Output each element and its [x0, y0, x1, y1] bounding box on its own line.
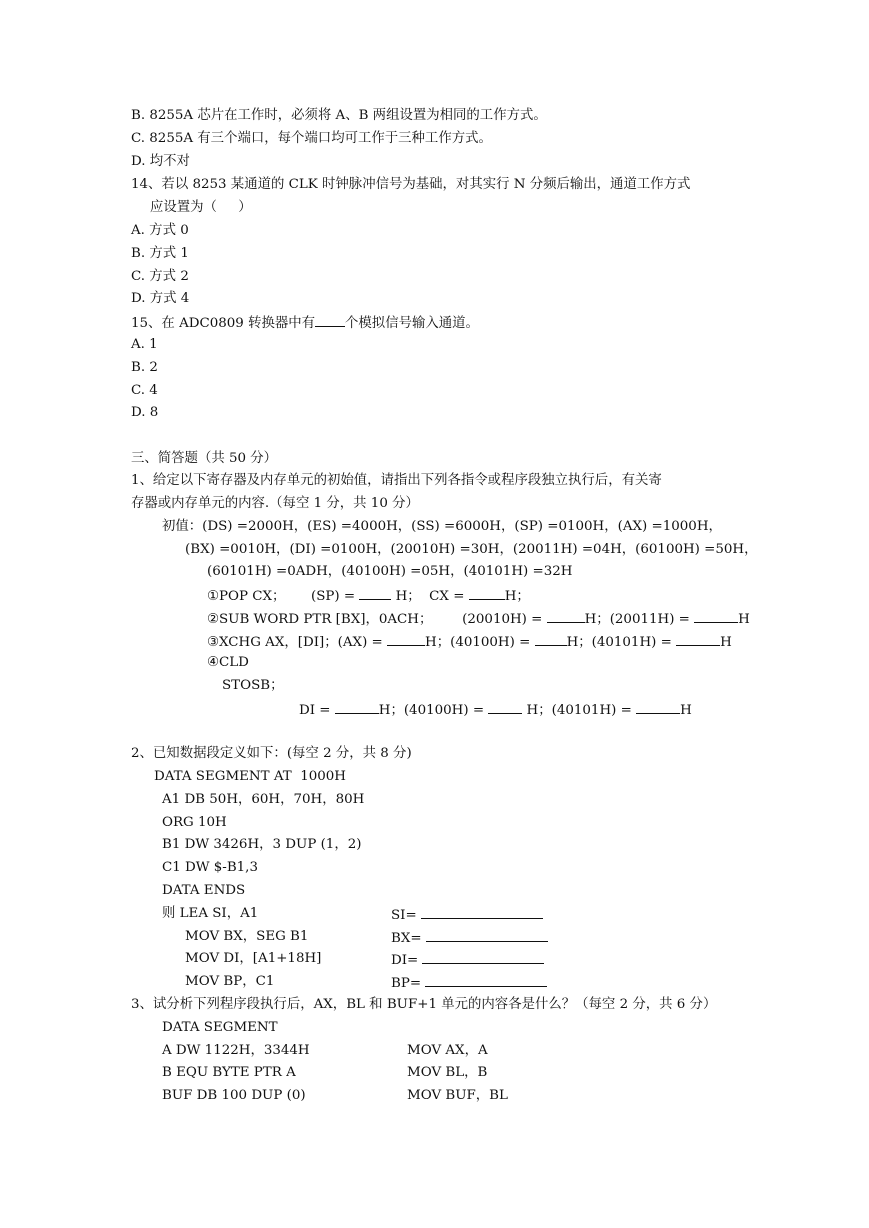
s3-q1-instr2: ②SUB WORD PTR [BX]，0ACH； (20010H) = H；(20011H) = H [207, 609, 750, 629]
blank-bx [426, 928, 548, 942]
q15-blank [315, 313, 345, 327]
q14-stem-line1: 14、若以 8253 某通道的 CLK 时钟脉冲信号为基础，对其实行 N 分频后输出，通道工作方式 [131, 177, 691, 192]
q14-stem-line2: 应设置为（ ） [150, 200, 252, 215]
q15-option-c: C. 4 [131, 383, 158, 398]
blank-ax [387, 632, 425, 646]
s3-q2-answer-di: DI= [391, 950, 544, 970]
s3-q1-line2: 存器或内存单元的内容.（每空 1 分，共 10 分） [131, 496, 419, 511]
blank-cx [469, 586, 505, 600]
s3-q3-left-3: B EQU BYTE PTR A [162, 1065, 296, 1080]
s3-q2-answer-bx: BX= [391, 928, 548, 948]
q13-option-b: B. 8255A 芯片在工作时，必须将 A、B 两组设置为相同的工作方式。 [131, 108, 547, 123]
s3-q1-instr4-stosb: STOSB； [222, 678, 284, 693]
q14-option-b: B. 方式 1 [131, 246, 189, 261]
s3-q2-op-4: MOV BP，C1 [185, 974, 275, 989]
s3-q2-answer-bp: BP= [391, 973, 547, 993]
s3-q2-answer-si: SI= [391, 905, 543, 925]
q14-option-d: D. 方式 4 [131, 291, 190, 306]
s3-q1-init-line3: (60101H) =0ADH，(40100H) =05H，(40101H) =32H [207, 564, 573, 579]
s3-q1-instr4-cld: ④CLD [207, 655, 249, 670]
s3-q3-right-2: MOV BL，B [407, 1065, 488, 1080]
blank-si [421, 905, 543, 919]
blank-bp [425, 973, 547, 987]
s3-q1-instr3: ③XCHG AX，[DI]；(AX) = H；(40100H) = H；(40101H) = H [207, 632, 732, 652]
s3-q2-code-1: DATA SEGMENT AT 1000H [154, 769, 346, 784]
blank-di [335, 700, 379, 714]
s3-q2-code-4: B1 DW 3426H，3 DUP (1，2) [162, 837, 362, 852]
blank-40101h [676, 632, 720, 646]
s3-q1-instr4-result: DI = H；(40100H) = H；(40101H) = H [299, 700, 692, 720]
blank-di-2 [422, 950, 544, 964]
s3-q2-code-3: ORG 10H [162, 815, 227, 830]
q13-option-c: C. 8255A 有三个端口，每个端口均可工作于三种工作方式。 [131, 131, 492, 146]
blank-40101h-2 [636, 700, 680, 714]
q15-stem: 15、在 ADC0809 转换器中有 个模拟信号输入通道。 [131, 313, 479, 333]
q14-option-a: A. 方式 0 [131, 223, 189, 238]
s3-q3-left-1: DATA SEGMENT [162, 1020, 278, 1035]
s3-q3-left-4: BUF DB 100 DUP (0) [162, 1088, 306, 1103]
blank-20011h [694, 609, 738, 623]
s3-q2-op-1: 则 LEA SI，A1 [162, 906, 259, 921]
q13-option-d: D. 均不对 [131, 154, 190, 169]
s3-q3-title: 3、试分析下列程序段执行后，AX，BL 和 BUF+1 单元的内容各是什么？（每空 2 分，共 6 分） [131, 997, 717, 1012]
s3-q1-line1: 1、给定以下寄存器及内存单元的初始值，请指出下列各指令或程序段独立执行后，有关寄 [131, 473, 662, 488]
blank-sp [359, 586, 391, 600]
s3-q2-op-2: MOV BX，SEG B1 [185, 929, 309, 944]
s3-q2-code-2: A1 DB 50H，60H，70H，80H [162, 792, 365, 807]
blank-40100h [535, 632, 567, 646]
s3-q1-instr1: ①POP CX； (SP) = H； CX = H； [207, 586, 530, 606]
blank-40100h-2 [488, 700, 522, 714]
q14-option-c: C. 方式 2 [131, 269, 189, 284]
s3-q2-code-6: DATA ENDS [162, 883, 246, 898]
s3-q3-right-1: MOV AX，A [407, 1043, 488, 1058]
q15-option-a: A. 1 [131, 337, 158, 352]
s3-q2-code-5: C1 DW $-B1,3 [162, 860, 258, 875]
s3-q2-op-3: MOV DI，[A1+18H] [185, 951, 322, 966]
s3-q1-init-line1: 初值：(DS) =2000H，(ES) =4000H，(SS) =6000H，(SP) =0100H，(AX) =1000H， [162, 519, 722, 534]
q15-option-d: D. 8 [131, 405, 159, 420]
q15-option-b: B. 2 [131, 360, 158, 375]
section3-title: 三、简答题（共 50 分） [131, 451, 278, 466]
s3-q3-right-3: MOV BUF，BL [407, 1088, 508, 1103]
blank-20010h [547, 609, 585, 623]
s3-q1-init-line2: (BX) =0010H，(DI) =0100H，(20010H) =30H，(20011H) =04H，(60100H) =50H， [185, 542, 758, 557]
s3-q2-title: 2、已知数据段定义如下：(每空 2 分，共 8 分) [131, 746, 412, 761]
s3-q3-left-2: A DW 1122H，3344H [162, 1043, 310, 1058]
